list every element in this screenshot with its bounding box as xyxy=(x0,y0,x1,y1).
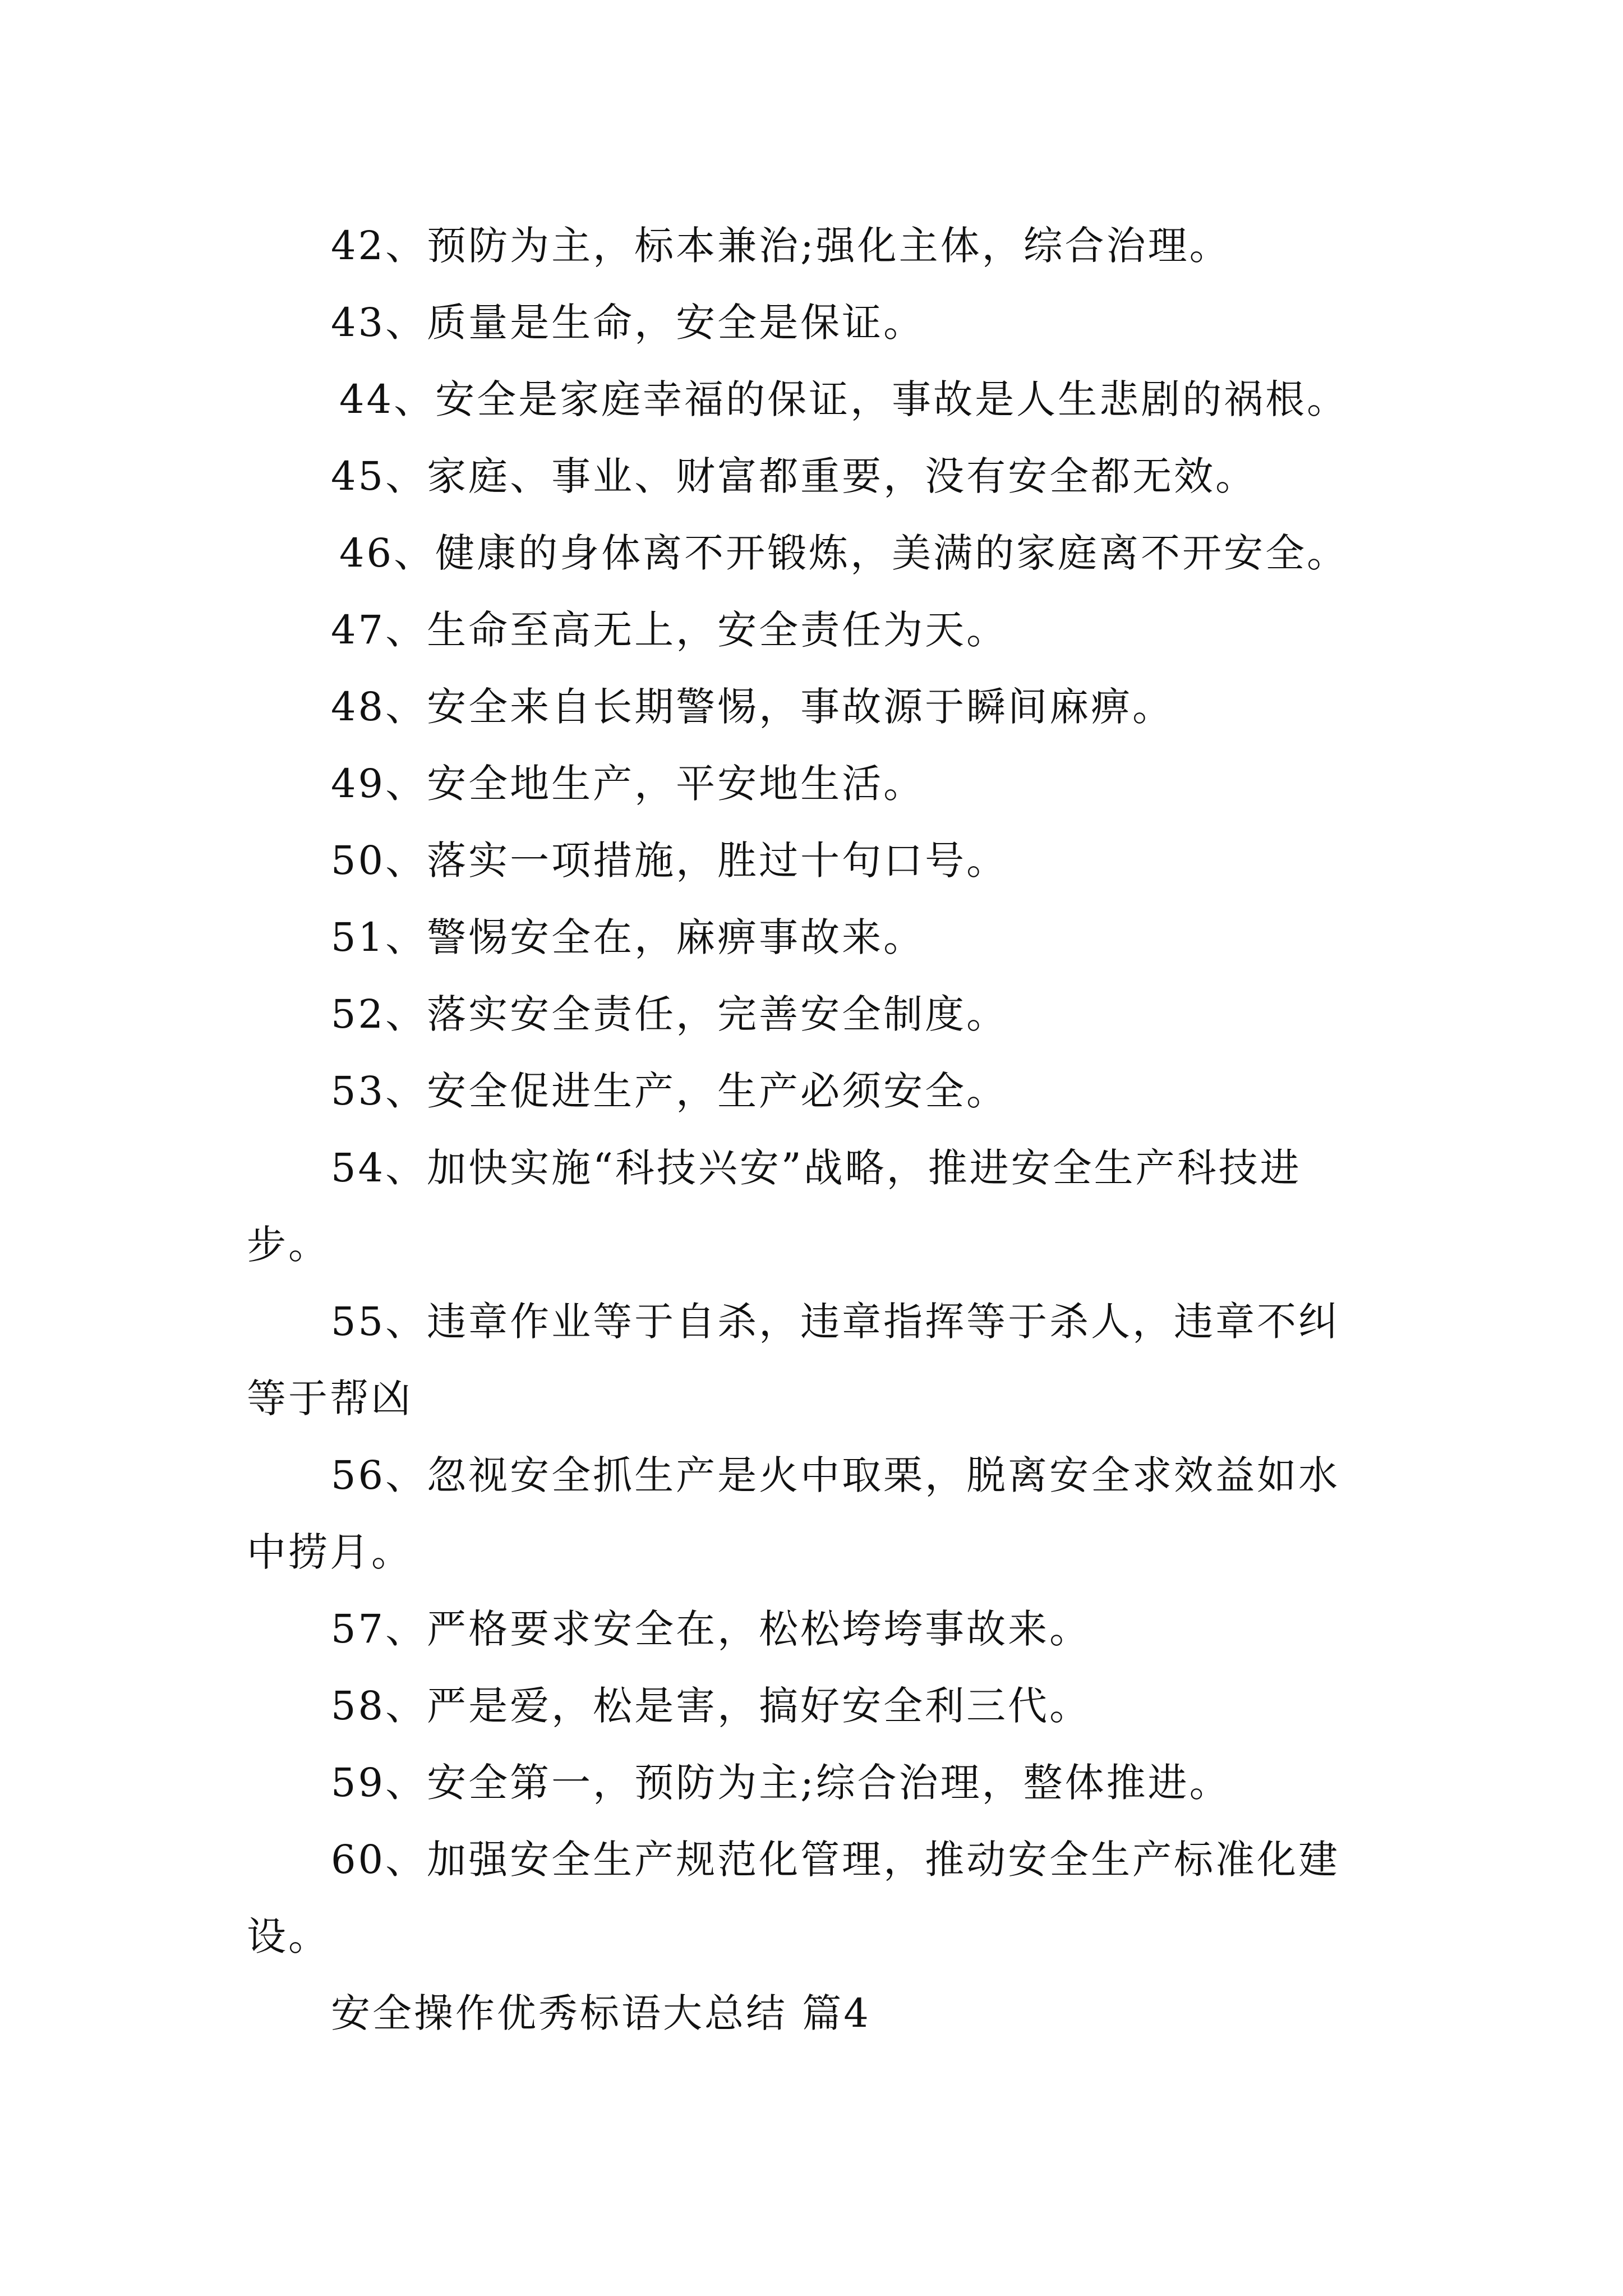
paragraph-48: 48、安全来自长期警惕，事故源于瞬间麻痹。 xyxy=(331,684,1174,730)
section-heading: 安全操作优秀标语大总结 篇4 xyxy=(331,1990,871,2036)
paragraph-43: 43、质量是生命，安全是保证。 xyxy=(331,300,925,346)
paragraph-58: 58、严是爱，松是害，搞好安全利三代。 xyxy=(331,1683,1091,1729)
paragraph-44: 44、安全是家庭幸福的保证，事故是人生悲剧的祸根。 xyxy=(339,376,1349,422)
paragraph-56: 56、忽视安全抓生产是火中取栗，脱离安全求效益如水 xyxy=(331,1452,1340,1498)
paragraph-60-continued: 设。 xyxy=(247,1913,330,1959)
paragraph-45: 45、家庭、事业、财富都重要，没有安全都无效。 xyxy=(331,453,1257,499)
document-body xyxy=(247,208,1391,2052)
paragraph-53: 53、安全促进生产，生产必须安全。 xyxy=(331,1068,1008,1114)
paragraph-60: 60、加强安全生产规范化管理，推动安全生产标准化建 xyxy=(331,1837,1340,1883)
paragraph-49: 49、安全地生产，平安地生活。 xyxy=(331,761,925,807)
paragraph-50: 50、落实一项措施，胜过十句口号。 xyxy=(331,838,1008,884)
paragraph-55: 55、违章作业等于自杀，违章指挥等于杀人，违章不纠 xyxy=(331,1299,1340,1345)
paragraph-54: 54、加快实施“科技兴安”战略，推进安全生产科技进 xyxy=(331,1145,1302,1191)
paragraph-54-continued: 步。 xyxy=(247,1222,330,1268)
paragraph-42: 42、预防为主，标本兼治;强化主体，综合治理。 xyxy=(331,223,1231,269)
paragraph-47: 47、生命至高无上，安全责任为天。 xyxy=(331,607,1008,653)
paragraph-56-continued: 中捞月。 xyxy=(247,1529,413,1575)
paragraph-46: 46、健康的身体离不开锻炼，美满的家庭离不开安全。 xyxy=(339,530,1349,576)
paragraph-51: 51、警惕安全在，麻痹事故来。 xyxy=(331,914,925,960)
paragraph-55-continued: 等于帮凶 xyxy=(247,1375,413,1421)
paragraph-57: 57、严格要求安全在，松松垮垮事故来。 xyxy=(331,1606,1091,1652)
paragraph-59: 59、安全第一，预防为主;综合治理，整体推进。 xyxy=(331,1760,1231,1806)
paragraph-52: 52、落实安全责任，完善安全制度。 xyxy=(331,991,1008,1037)
